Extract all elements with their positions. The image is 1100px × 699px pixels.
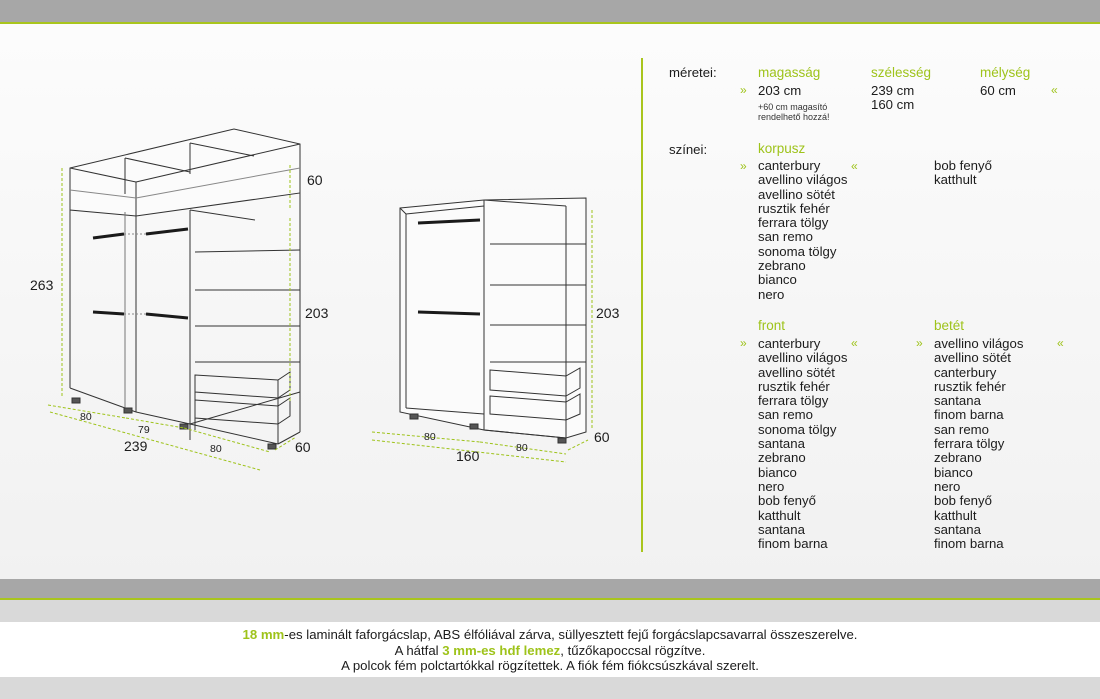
color-item: finom barna [758, 536, 828, 552]
color-item: santana [758, 521, 805, 537]
color-item: katthult [758, 507, 801, 523]
color-item: avellino világos [758, 350, 848, 366]
footer-highlight-18mm: 18 mm [242, 627, 285, 642]
color-item: bianco [934, 464, 973, 480]
quote-close: « [851, 336, 858, 350]
korpusz-list-2 [934, 159, 992, 188]
light-bar-bottom [0, 677, 1100, 699]
color-item: zebrano [758, 258, 806, 274]
color-item: katthult [934, 507, 977, 523]
dim-60-small: 60 [594, 429, 610, 445]
width-value-1: 239 cm [871, 83, 915, 98]
quote-close: « [1057, 336, 1064, 350]
betet-title: betét [934, 318, 965, 333]
color-item: bob fenyő [934, 158, 992, 173]
color-item: avellino világos [934, 336, 1024, 351]
color-item: rusztik fehér [758, 200, 830, 216]
color-item: bianco [758, 464, 797, 480]
large-wardrobe [70, 129, 300, 449]
quote-open: » [740, 83, 747, 97]
divider-line [641, 58, 643, 552]
front-title: front [758, 318, 786, 333]
korpusz-title: korpusz [758, 141, 806, 156]
color-item: san remo [934, 421, 989, 437]
depth-value: 60 cm [980, 83, 1016, 98]
color-item: avellino sötét [934, 350, 1011, 366]
quote-open: » [740, 336, 747, 350]
color-item: avellino sötét [758, 364, 835, 380]
color-item: bob fenyő [934, 493, 992, 509]
color-item: ferrara tölgy [934, 436, 1005, 452]
color-item: rusztik fehér [758, 378, 830, 394]
melyseg-header: mélység [980, 65, 1031, 80]
quote-open: » [740, 159, 747, 173]
footer-line1-text: -es laminált faforgácslap, ABS élfóliával zárva, süllyesztett fejű forgácslapcsavarral összeszerelve. [284, 627, 858, 642]
footer-line2 [0, 643, 1100, 659]
dim-79: 79 [138, 424, 150, 436]
footer-line2-post: , tűzőkapoccsal rögzítve. [560, 642, 706, 658]
color-item: sonoma tölgy [758, 243, 837, 259]
dim-203-large: 203 [305, 305, 329, 321]
dim-239: 239 [124, 438, 148, 454]
color-item: santana [934, 393, 981, 409]
color-item: katthult [934, 172, 977, 188]
footer-highlight-hdf: 3 mm-es hdf lemez [442, 642, 561, 658]
width-value-2: 160 cm [871, 97, 915, 112]
dim-80-small-left: 80 [424, 431, 436, 443]
color-item: avellino sötét [758, 186, 835, 202]
color-item: canterbury [934, 364, 997, 380]
color-item: rusztik fehér [934, 378, 1006, 394]
hanging-rails [93, 229, 188, 318]
color-item: sonoma tölgy [758, 421, 837, 437]
color-item: san remo [758, 407, 813, 423]
dim-160: 160 [456, 448, 480, 464]
dim-60-top: 60 [307, 172, 323, 188]
dim-203-small: 203 [596, 305, 620, 321]
color-item: zebrano [758, 450, 806, 466]
note-line2: rendelhető hozzá! [758, 112, 830, 122]
betet-list [934, 337, 1023, 551]
magassag-header: magasság [758, 65, 821, 80]
color-item: canterbury [758, 158, 821, 173]
color-item: bob fenyő [758, 493, 816, 509]
color-item: ferrara tölgy [758, 215, 829, 231]
color-item: finom barna [934, 407, 1004, 423]
color-item: finom barna [934, 536, 1004, 552]
light-bar-top [0, 600, 1100, 622]
color-item: bianco [758, 272, 797, 288]
meretei-label: méretei: [669, 65, 717, 80]
quote-open: » [916, 336, 923, 350]
wardrobe-drawings [0, 0, 640, 560]
mid-bar [0, 579, 1100, 600]
color-item: nero [758, 478, 785, 494]
footer-description [0, 622, 1100, 677]
color-item: santana [934, 521, 981, 537]
color-item: canterbury [758, 336, 821, 351]
color-item: san remo [758, 229, 813, 245]
front-list [758, 337, 847, 551]
dim-80-right: 80 [210, 443, 222, 455]
quote-close: « [851, 159, 858, 173]
color-item: avellino világos [758, 172, 848, 188]
footer-line2-pre: A hátfal [394, 642, 443, 658]
height-value: 203 cm [758, 83, 802, 98]
korpusz-list-1 [758, 159, 847, 302]
color-item: nero [934, 478, 961, 494]
color-item: santana [758, 436, 805, 452]
footer-line3: A polcok fém polctartókkal rögzítettek. A fiók fém fiókcsúszkával szerelt. [341, 658, 759, 673]
szinei-label: színei: [669, 142, 708, 157]
dim-60-depth: 60 [295, 439, 311, 455]
dim-263: 263 [30, 277, 54, 293]
szelesseg-header: szélesség [871, 65, 932, 80]
note-line1: +60 cm magasító [758, 102, 828, 112]
color-item: zebrano [934, 450, 982, 466]
small-wardrobe [400, 198, 586, 443]
quote-close: « [1051, 83, 1058, 97]
color-item: ferrara tölgy [758, 393, 829, 409]
footer-line1 [0, 622, 1100, 643]
color-item: nero [758, 286, 785, 302]
dim-80-small-right: 80 [516, 442, 528, 454]
dim-80-left: 80 [80, 411, 92, 423]
